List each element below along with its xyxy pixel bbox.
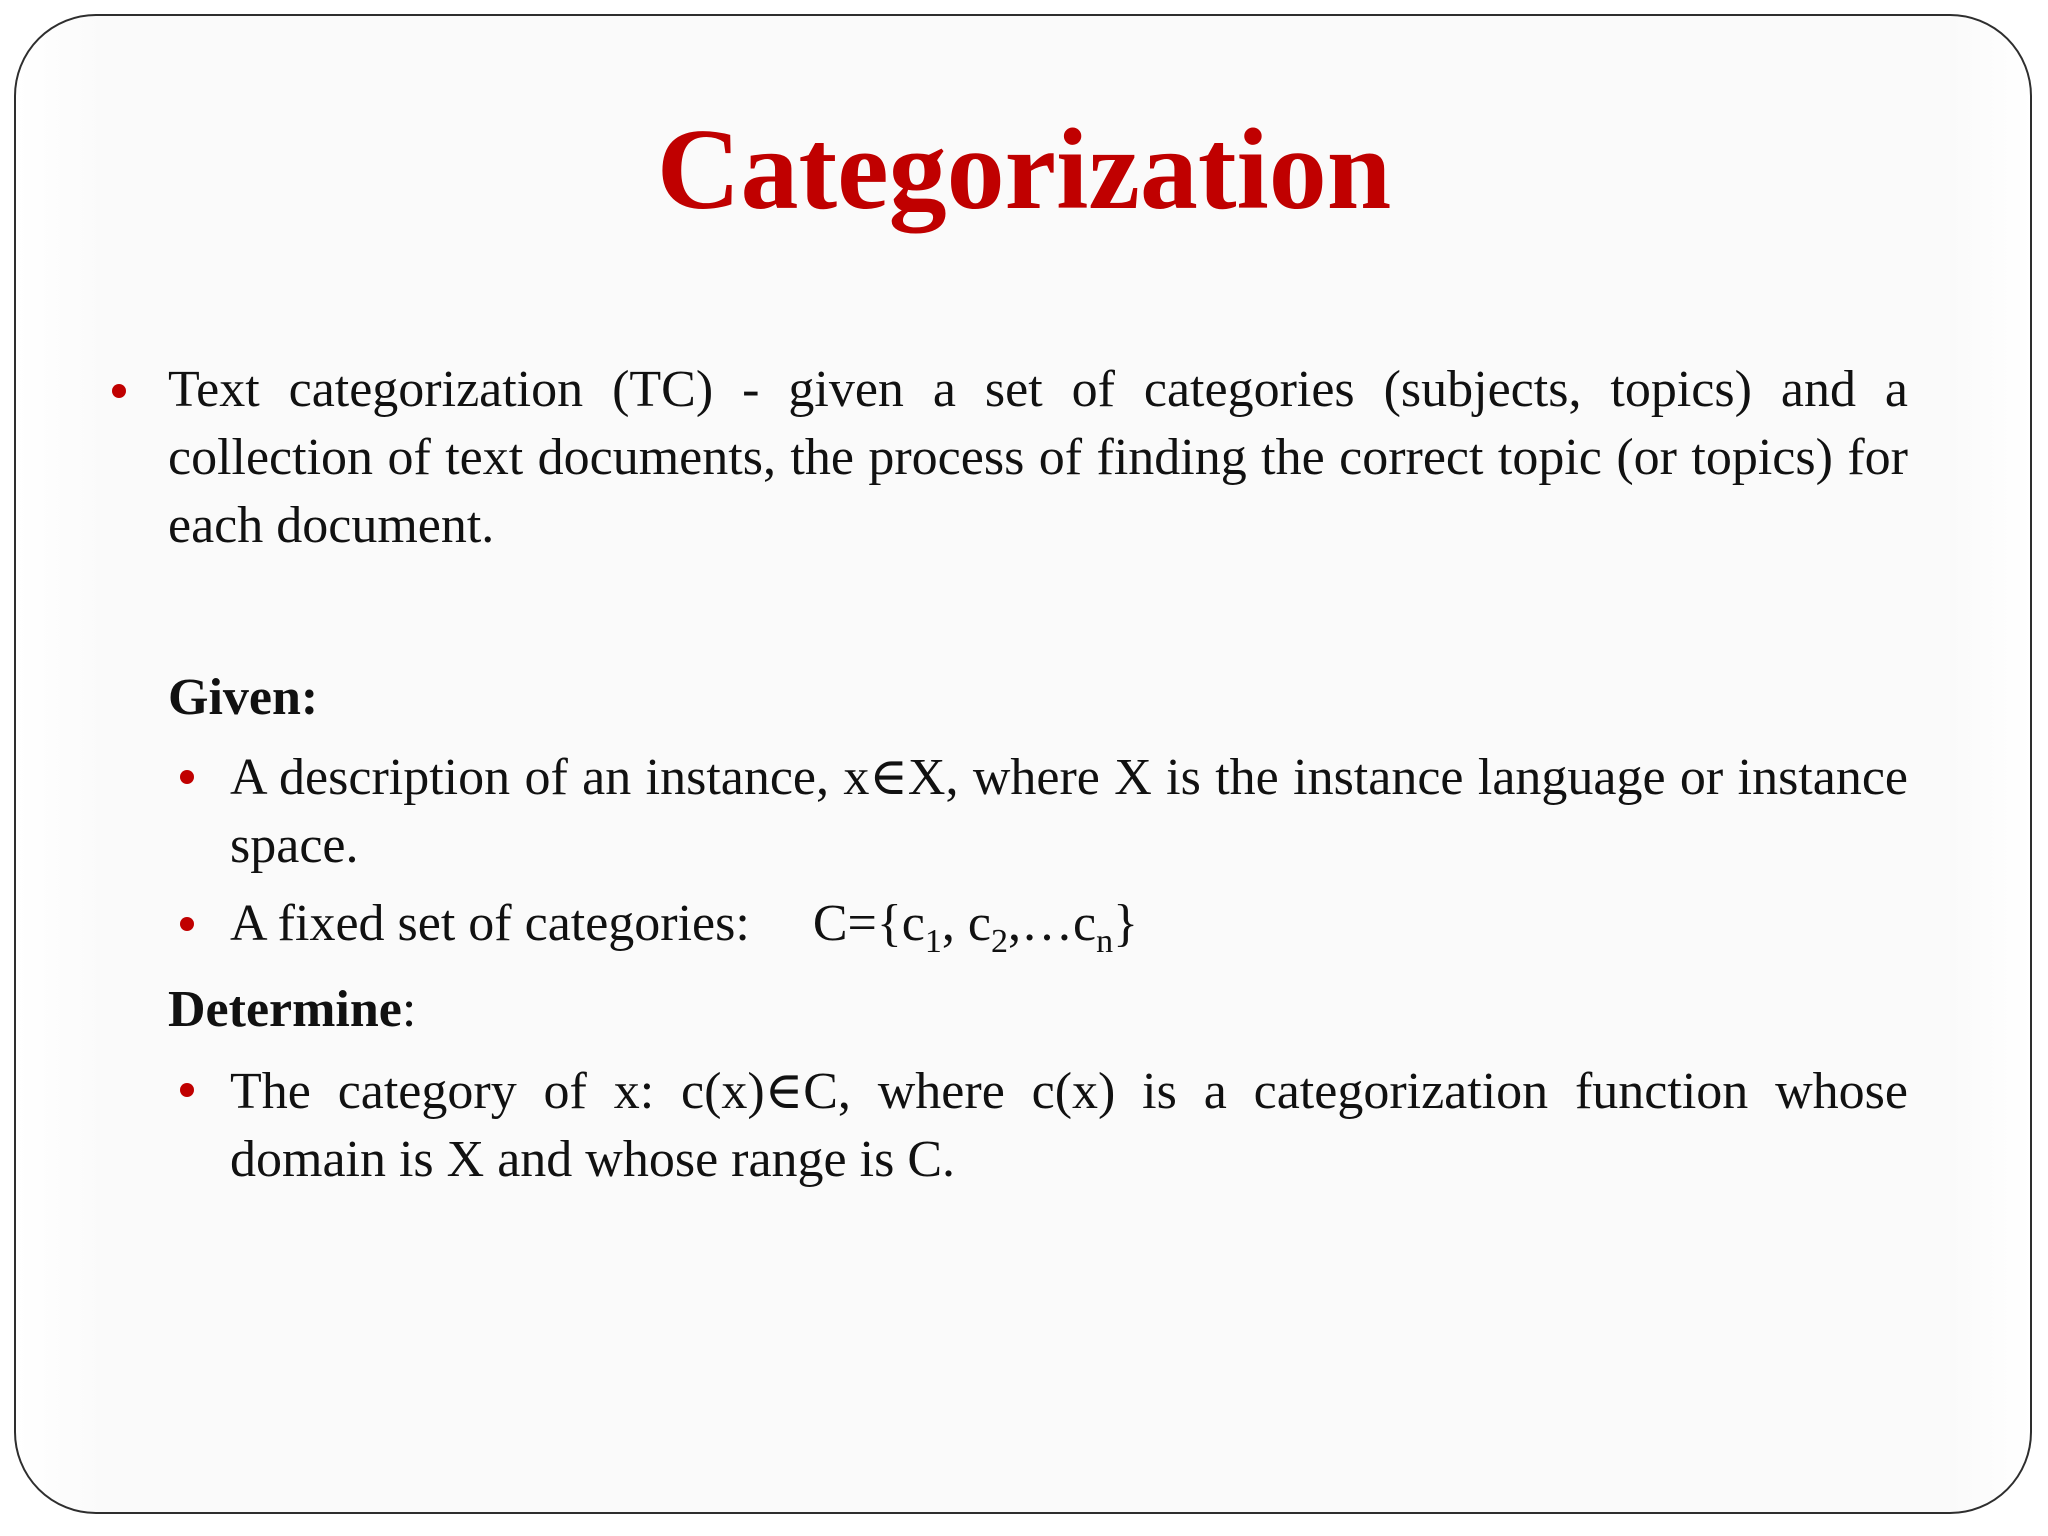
- slide-title: Categorization: [656, 106, 1392, 234]
- determine-label: Determine: [168, 981, 402, 1038]
- categories-formula: $C=\{c_1$, $c_2,\dots c_n$}: [812, 895, 1139, 960]
- bullet-dot-given-1: [180, 770, 194, 784]
- bullet-dot-definition: [112, 384, 126, 398]
- bullet-dot-determine-1: [180, 1083, 194, 1097]
- bullet-dot-given-2: [180, 917, 194, 931]
- definition-text: Text categorization (TC) - given a set of categories (subjects, topics) and a collection of text documents, the process of finding the correct topic (or topics) for each document.: [168, 361, 1908, 554]
- given-item-instance: A description of an instance, x∈X, where X is the instance language or instance space.: [230, 749, 1908, 874]
- categories-label: A fixed set of categories:: [230, 895, 750, 952]
- given-heading: Given:: [168, 669, 319, 726]
- determine-heading: Determine:: [168, 981, 417, 1038]
- determine-item-category: The category of x: c(x)∈C, where c(x) is a categorization function whose domain is X and whose range is C.: [230, 1063, 1908, 1188]
- given-item-categories: [230, 890, 1908, 958]
